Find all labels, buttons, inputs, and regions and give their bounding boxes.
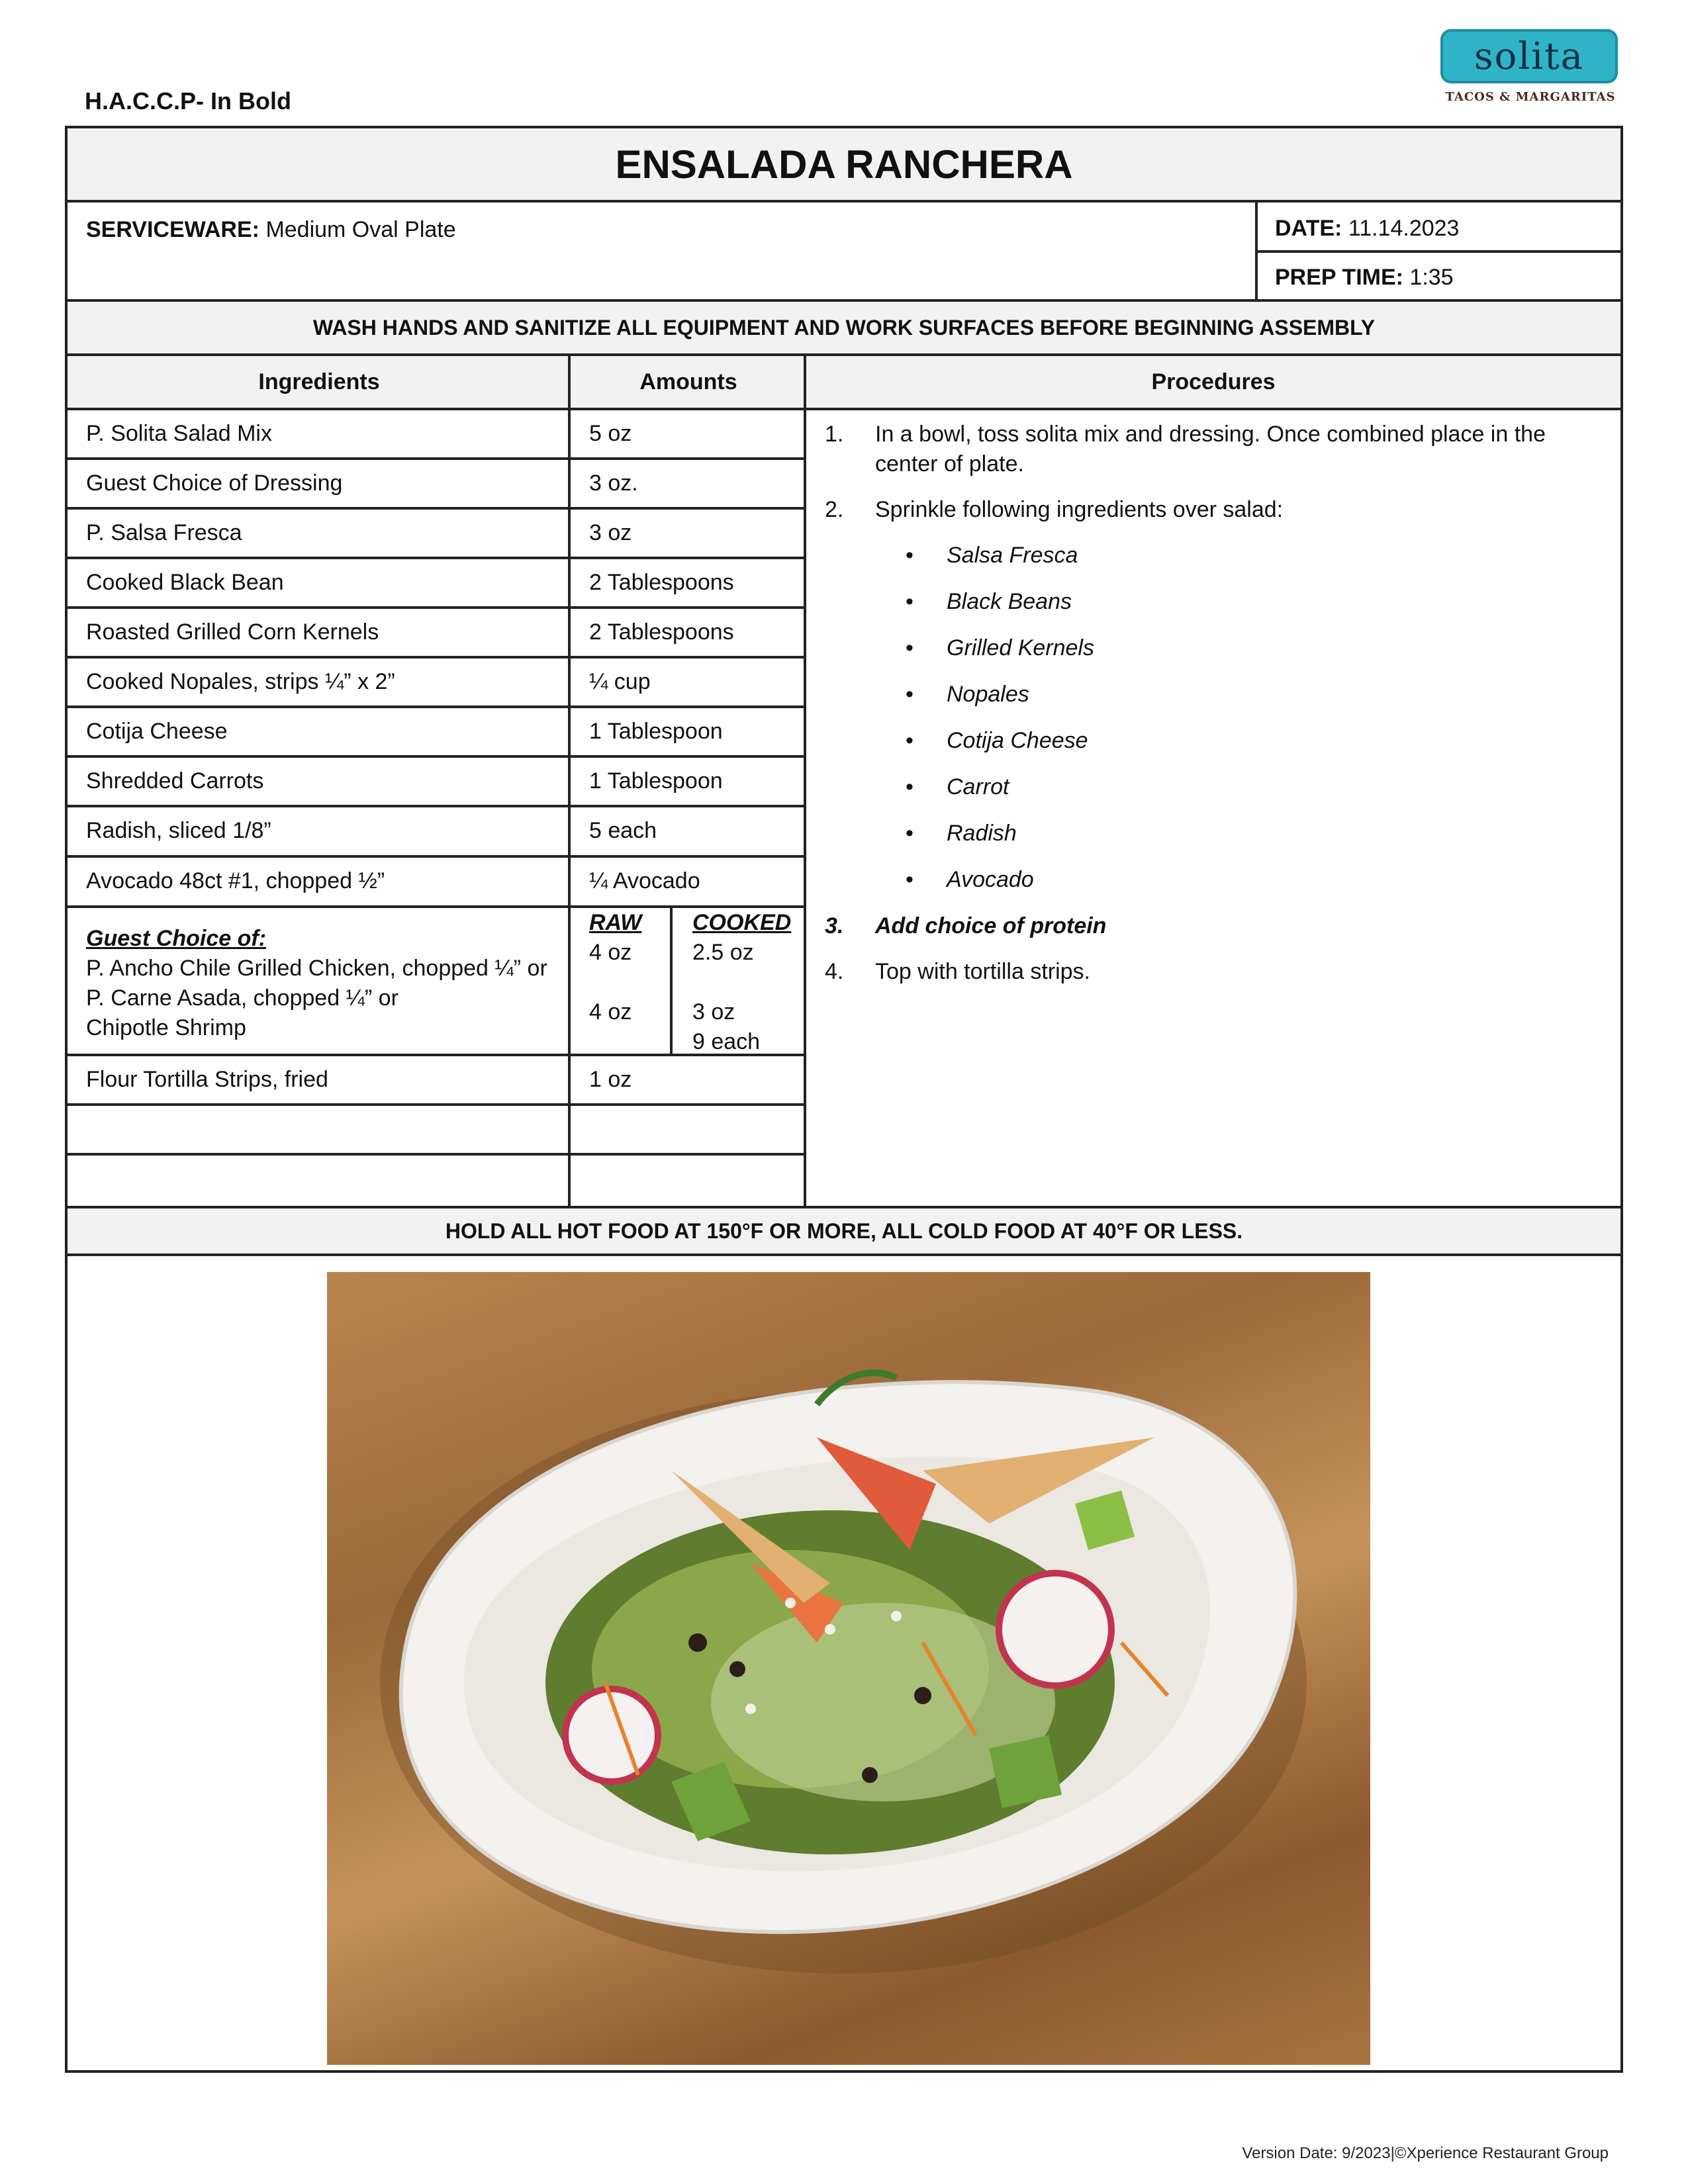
recipe-card [65, 126, 1623, 2073]
amount-cell: ¼ Avocado [571, 858, 806, 908]
prep-time-cell [1258, 253, 1620, 302]
wash-notice: WASH HANDS AND SANITIZE ALL EQUIPMENT AND WORK SURFACES BEFORE BEGINNING ASSEMBLY [68, 302, 1620, 356]
prep-time-label: PREP TIME: [1275, 265, 1403, 290]
ingredient-row: Radish, sliced 1/8” [68, 807, 571, 858]
step-text: Sprinkle following ingredients over salad: [875, 497, 1284, 522]
recipe-title: ENSALADA RANCHERA [615, 142, 1073, 187]
amount-cell: ¼ cup [571, 659, 806, 708]
sprinkle-list [806, 541, 1620, 895]
raw-amounts-cell [571, 908, 671, 1056]
date-label: DATE: [1275, 216, 1342, 241]
amount-cell: 1 oz [571, 1056, 806, 1106]
salad-illustration [327, 1272, 1370, 2065]
logo-badge [1440, 29, 1618, 83]
amount-cell: 5 oz [571, 410, 806, 460]
empty-row [68, 1106, 571, 1156]
haccp-note: H.A.C.C.P- In Bold [85, 87, 291, 114]
sprinkle-item: • Carrot [806, 772, 1620, 802]
date-value: 11.14.2023 [1348, 216, 1460, 241]
solita-logo [1440, 29, 1620, 104]
step-number: 3. [825, 913, 844, 938]
logo-tagline: TACOS & MARGARITAS [1445, 90, 1616, 104]
sprinkle-item: • Radish [806, 819, 1620, 848]
ingredient-row: Cotija Cheese [68, 708, 571, 758]
cooked-amount: 2.5 oz [692, 940, 754, 965]
raw-amount: 4 oz [589, 999, 632, 1024]
amount-cell: 3 oz. [571, 460, 806, 510]
protein-option: P. Ancho Chile Grilled Chicken, chopped ¼” or [86, 956, 547, 981]
ingredient-row: Shredded Carrots [68, 758, 571, 807]
serviceware-value: Medium Oval Plate [265, 217, 456, 242]
sprinkle-item: • Cotija Cheese [806, 726, 1620, 756]
ingredient-row: P. Solita Salad Mix [68, 410, 571, 460]
sprinkle-item: • Avocado [806, 865, 1620, 895]
prep-time-value: 1:35 [1409, 265, 1454, 290]
ingredients-header: Ingredients [68, 356, 571, 410]
logo-wordmark: solita [1474, 34, 1585, 78]
step-number: 2. [825, 497, 844, 522]
ingredient-row: P. Salsa Fresca [68, 510, 571, 559]
ingredient-row: Guest Choice of Dressing [68, 460, 571, 510]
version-footer: Version Date: 9/2023|©Xperience Restaurant Group [1242, 2144, 1609, 2162]
protein-option: Chipotle Shrimp [86, 1015, 246, 1040]
ingredient-row: Cooked Nopales, strips ¼” x 2” [68, 659, 571, 708]
protein-heading: Guest Choice of: [86, 926, 267, 951]
cooked-label: COOKED [692, 910, 792, 935]
cooked-amounts-cell [673, 908, 806, 1056]
procedures-list [806, 410, 1620, 1003]
amount-cell: 1 Tablespoon [571, 708, 806, 758]
procedure-step [806, 957, 1620, 987]
recipe-title-row [68, 128, 1620, 203]
ingredient-row: Flour Tortilla Strips, fried [68, 1056, 571, 1106]
step-number: 4. [825, 959, 844, 984]
procedure-step [806, 911, 1620, 941]
empty-amount-cell [571, 1106, 806, 1156]
step-text: Add choice of protein [875, 913, 1107, 938]
serviceware-label: SERVICEWARE: [86, 217, 259, 242]
cooked-amount: 9 each [692, 1029, 761, 1054]
salad-photo [327, 1272, 1370, 2065]
amount-cell: 1 Tablespoon [571, 758, 806, 807]
step-text: Top with tortilla strips. [875, 959, 1090, 984]
empty-row [68, 1156, 571, 1206]
raw-amount: 4 oz [589, 940, 632, 965]
sprinkle-item: • Black Beans [806, 587, 1620, 617]
hold-notice: HOLD ALL HOT FOOD AT 150°F OR MORE, ALL COLD FOOD AT 40°F OR LESS. [68, 1206, 1620, 1256]
protein-choice-cell [68, 908, 571, 1056]
step-number: 1. [825, 422, 844, 447]
procedure-step [806, 495, 1620, 525]
procedures-header: Procedures [806, 356, 1620, 410]
empty-amount-cell [571, 1156, 806, 1206]
step-text: In a bowl, toss solita mix and dressing. Once combined place in the center of plate. [875, 422, 1546, 477]
protein-option: P. Carne Asada, chopped ¼” or [86, 985, 399, 1011]
cooked-amount: 3 oz [692, 999, 735, 1024]
sprinkle-item: • Nopales [806, 680, 1620, 709]
serviceware-cell [68, 203, 1258, 302]
procedure-step [806, 420, 1620, 479]
amount-cell: 2 Tablespoons [571, 559, 806, 609]
ingredient-row: Avocado 48ct #1, chopped ½” [68, 858, 571, 908]
date-cell [1258, 203, 1620, 253]
amount-cell: 5 each [571, 807, 806, 858]
amount-cell: 3 oz [571, 510, 806, 559]
amount-cell: 2 Tablespoons [571, 609, 806, 659]
raw-label: RAW [589, 910, 642, 935]
ingredient-row: Roasted Grilled Corn Kernels [68, 609, 571, 659]
sprinkle-item: • Salsa Fresca [806, 541, 1620, 570]
ingredient-row: Cooked Black Bean [68, 559, 571, 609]
amounts-header: Amounts [571, 356, 806, 410]
sprinkle-item: • Grilled Kernels [806, 633, 1620, 663]
